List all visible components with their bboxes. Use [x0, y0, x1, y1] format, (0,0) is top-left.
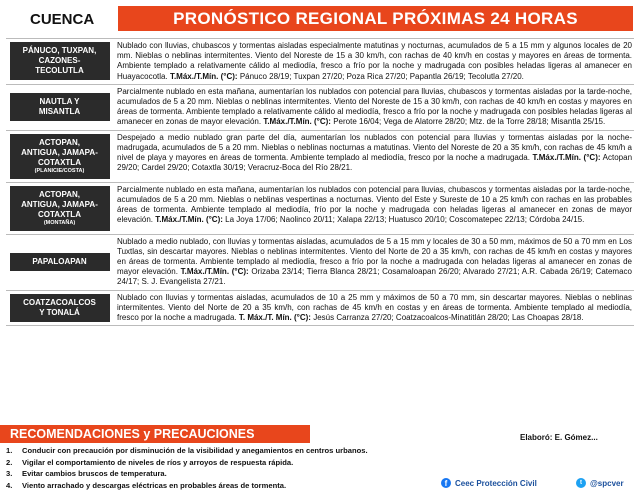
temp-values: Pánuco 28/19; Tuxpan 27/20; Poza Rica 27/20; Papantla 26/19; Tecolutla 27/20.: [239, 71, 524, 81]
recommendation-number: 3.: [6, 469, 13, 478]
temp-label: T.Máx./T.Mín. (°C):: [180, 267, 249, 277]
region-cell: [6, 85, 113, 130]
region-label: [10, 253, 110, 271]
recommendation-text: Evitar cambios bruscos de temperatura.: [22, 469, 167, 478]
region-name: ACTOPAN, ANTIGUA, JAMAPA- COTAXTLA: [21, 137, 98, 167]
region-subtitle: (PLANICIE/COSTA): [34, 167, 85, 174]
recommendation-text: Vigilar el comportamiento de niveles de ríos y arroyos de respuesta rápida.: [22, 457, 294, 467]
temp-values: Jesús Carranza 27/20; Coatzacoalcos-Minatitlán 28/20; Las Choapas 28/18.: [313, 313, 584, 323]
temp-label: T.Máx./T.Mín. (°C):: [155, 215, 223, 225]
forecast-table: [6, 38, 634, 326]
recommendation-text: Conducir con precaución por disminución de la visibilidad y anegamientos en centros urbanos.: [22, 446, 368, 455]
region-subtitle: (MONTAÑA): [43, 219, 76, 226]
author-credit: Elaboró: E. Gómez...: [520, 433, 598, 442]
forecast-row: [6, 38, 634, 85]
region-label: [10, 134, 110, 179]
temp-values: La Joya 17/06; Naolinco 20/11; Xalapa 22/13; Huatusco 20/10; Coscomatepec 22/13; Córdoba 24/15.: [225, 215, 585, 225]
forecast-row: [6, 131, 634, 183]
forecast-body: Despejado a medio nublado gran parte del día, aumentarían los nublados con potencial para lluvias y tormentas aisladas por la noche-madrugada, acumulados de 5 a 20 mm. Nieblas o neblinas nocturnas a matutinas. Viento del Noreste de 20 a 35 km/h, con rachas de 45 km/h a nivel de playa y mayores en áreas de tormenta. Ambiente templado al mediodía, fresco por la noche a madrugada.: [117, 132, 632, 163]
twitter-label: @spcver: [590, 478, 624, 488]
recommendation-text: Viento arrachado y descargas eléctricas en probables áreas de tormenta.: [22, 480, 287, 490]
forecast-row: [6, 183, 634, 235]
page-title: PRONÓSTICO REGIONAL PRÓXIMAS 24 HORAS: [118, 6, 633, 31]
temp-label: T. Máx./T. Mín. (°C):: [238, 313, 311, 323]
forecast-text: [113, 85, 634, 130]
region-name: ACTOPAN, ANTIGUA, JAMAPA- COTAXTLA: [21, 189, 98, 219]
temp-label: T.Máx./T.Mín. (°C):: [263, 117, 331, 127]
cuenca-heading: CUENCA: [30, 11, 95, 28]
recommendation-item: [6, 457, 406, 469]
temp-values: Actopan 29/20; Cardel 29/20; Cotaxtla 30/19; Veracruz-Boca del Río 28/21.: [117, 153, 633, 173]
recommendation-item: [6, 480, 406, 492]
region-cell: [6, 39, 113, 84]
region-label: [10, 294, 110, 322]
forecast-text: [113, 291, 634, 326]
recommendations-title: RECOMENDACIONES y PRECAUCIONES: [0, 425, 310, 443]
temp-label: T.Máx./T.Mín. (°C):: [169, 71, 238, 81]
twitter-icon: t: [576, 478, 586, 488]
forecast-body: Nublado a medio nublado, con lluvias y tormentas aisladas, acumulados de 5 a 15 mm y locales de 30 a 50 mm, máximos de 50 a 70 mm en Los Tuxtlas, sin descartar mayores. Nieblas o neblinas intermitentes. Viento del Norte de 20 a 35 km/h, con rachas de 45 km/h en costas y mayores en áreas de tormenta. Ambiente templado al mediodía, fresco a frío por la noche a madrugada con heladas ligeras al amanecer en zonas de mayor elevación.: [117, 236, 632, 277]
region-label: [10, 42, 110, 80]
region-name: PAPALOAPAN: [32, 257, 87, 267]
region-cell: [6, 291, 113, 326]
temp-values: Perote 16/04; Vega de Alatorre 28/20; Mtz. de la Torre 28/18; Misantla 25/15.: [333, 117, 606, 127]
twitter-link[interactable]: [576, 478, 624, 488]
forecast-body: Nublado con lluvias y tormentas aisladas, acumulados de 10 a 25 mm y máximos de 50 a 70 mm, sin descartar mayores. Nieblas o neblinas intermitentes. Viento del Norte de 20 a 35 km/h, con rachas de 45 km/h en costas y en áreas de tormenta. Ambiente templado al mediodía, fresco por la noche a madrugada.: [117, 292, 632, 323]
recommendation-number: 2.: [6, 457, 13, 467]
temp-label: T.Máx./T.Mín. (°C):: [532, 153, 601, 163]
recommendations-list: [6, 445, 406, 491]
facebook-link[interactable]: [441, 478, 537, 488]
region-label: [10, 186, 110, 231]
recommendation-item: [6, 468, 406, 480]
facebook-icon: f: [441, 478, 451, 488]
forecast-body: Parcialmente nublado en esta mañana, aumentarían los nublados con potencial para lluvias, chubascos y tormentas aisladas por la tarde-noche, acumulados de 5 a 20 mm. Nieblas o neblinas vespertinas a nocturnas. Viento del Este y Sureste de 10 a 25 km/h con rachas en las probables áreas de tormenta. Ambiente templado al mediodía, frío por la noche y madrugada con heladas ligeras al amanecer en zonas de mayor elevación.: [117, 184, 632, 225]
recommendation-number: 4.: [6, 480, 13, 490]
forecast-row: [6, 85, 634, 131]
forecast-row: [6, 291, 634, 327]
forecast-body: Nublado con lluvias, chubascos y tormentas aisladas especialmente matutinas y nocturnas, acumulados de 5 a 15 mm y algunos locales de 20 mm. Nieblas o neblinas intermitentes. Viento del Noreste de 15 a 30 km/h, con rachas de 40 km/h en costas y mayores en áreas de tormenta. Ambiente templado a relativamente cálido al mediodía, fresco a frío por la noche y madrugada con posibles heladas ligeras al amanecer en Huayacocotla.: [117, 41, 632, 81]
forecast-row: [6, 235, 634, 291]
region-name: NAUTLA Y MISANTLA: [38, 97, 81, 117]
recommendation-number: 1.: [6, 446, 13, 455]
forecast-body: Parcialmente nublado en esta mañana, aumentarían los nublados con potencial para lluvias, chubascos y tormentas aisladas por la tarde-noche, acumulados de 5 a 20 mm. Nieblas o neblinas intermitentes. Viento del Noreste de 15 a 30 km/h, con rachas de 40 km/h en costas y mayores en áreas de tormenta. Ambiente templado a relativamente cálido al mediodía, fresco a frío por la noche y madrugada con posibles heladas ligeras al amanecer en zonas de mayor elevación.: [117, 86, 632, 127]
forecast-text: [113, 235, 634, 290]
recommendation-item: [6, 445, 406, 457]
region-cell: [6, 183, 113, 234]
facebook-label: Ceec Protección Civil: [455, 478, 537, 488]
region-cell: [6, 235, 113, 290]
forecast-text: [113, 39, 634, 84]
forecast-text: [113, 131, 634, 182]
region-label: [10, 93, 110, 121]
region-name: COATZACOALCOS Y TONALÁ: [23, 297, 96, 317]
region-name: PÁNUCO, TUXPAN, CAZONES- TECOLUTLA: [22, 46, 97, 76]
region-cell: [6, 131, 113, 182]
temp-values: Orizaba 23/14; Tierra Blanca 28/21; Cosamaloapan 26/20; Alvarado 27/21; A.R. Cabada 26/19; Catemaco 24/17; S. J. Evangelista 27/21.: [117, 267, 632, 287]
forecast-text: [113, 183, 634, 234]
